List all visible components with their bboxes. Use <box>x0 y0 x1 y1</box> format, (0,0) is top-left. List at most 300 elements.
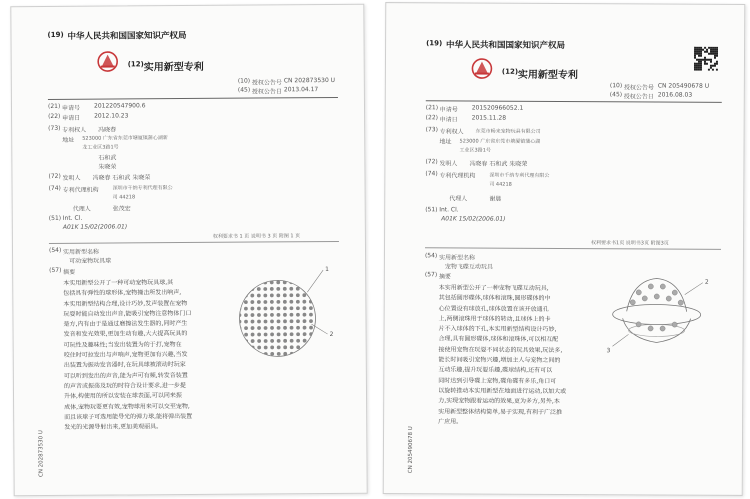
abstract-line: 合理,具有圆形碟体,球体和滚珠体,可以相互配 <box>438 335 559 344</box>
qr-module <box>714 55 716 57</box>
qr-module <box>716 51 718 53</box>
ball-dot <box>237 300 241 304</box>
qr-module <box>704 47 706 49</box>
ball-dot <box>283 319 287 323</box>
ball-dot <box>244 313 248 317</box>
abstract-line: 本实用新型公开了一种可动宠物玩具球,其 <box>63 279 174 287</box>
address-label: 地址 <box>62 136 75 144</box>
ball-dot <box>238 346 242 350</box>
ball-dot <box>289 293 293 297</box>
qr-module <box>710 49 712 51</box>
ball-dot <box>250 300 254 304</box>
toy-bump <box>648 284 653 289</box>
inventor-label: 发明人 <box>62 174 81 182</box>
ball-dot <box>263 281 267 285</box>
qr-module <box>700 55 702 57</box>
ball-dot <box>270 307 274 311</box>
ball-dot <box>290 326 294 330</box>
app-no-label: 申请号 <box>439 106 458 114</box>
cnipa-emblem <box>470 58 494 80</box>
ball-dot <box>296 280 300 284</box>
ball-dot <box>290 319 294 323</box>
filing-date: 2012.10.23 <box>94 112 129 120</box>
qr-module <box>706 49 708 51</box>
ball-dot <box>244 281 248 285</box>
qr-module <box>698 49 700 51</box>
filing-date-label: 申请日 <box>439 116 458 124</box>
abstract-line: 成体,宠物玩耍更有效,宠物球用来可以交至宠物, <box>64 402 190 411</box>
pub-no-code: (10) <box>237 77 251 85</box>
name-label: 实用新型名称 <box>438 254 475 262</box>
qr-module <box>706 59 708 61</box>
ball-dot <box>251 313 255 317</box>
qr-module <box>702 49 704 51</box>
ball-dot <box>257 294 261 298</box>
ball-dot <box>250 281 254 285</box>
ball-dot <box>309 293 313 297</box>
qr-module <box>696 63 698 65</box>
ball-dot <box>303 339 307 343</box>
ball-dot <box>244 300 248 304</box>
ball-dot <box>264 326 268 330</box>
ball-dot <box>316 332 320 336</box>
ball-dot <box>251 333 255 337</box>
intcl-label: Int. Cl. <box>62 214 83 222</box>
ball-dot <box>315 287 319 291</box>
ball-dot <box>257 300 261 304</box>
ball-dot <box>309 280 313 284</box>
agency-code: (74) <box>425 170 438 178</box>
doc-type: 实用新型专利 <box>517 69 578 82</box>
header-code-19: (19) <box>426 39 443 48</box>
ball-dot <box>263 307 267 311</box>
ball-dot <box>276 293 280 297</box>
qr-module <box>700 69 702 71</box>
body-rule <box>425 247 721 250</box>
qr-module <box>702 59 704 61</box>
qr-module <box>708 53 710 55</box>
qr-module <box>710 53 712 55</box>
agency-label: 专利代理机构 <box>62 186 99 194</box>
ball-dot <box>315 293 319 297</box>
ball-dot <box>303 319 307 323</box>
ball-dot <box>263 300 267 304</box>
filing-date-code: (22) <box>48 112 61 120</box>
qr-module <box>700 51 702 53</box>
qr-module <box>706 63 708 65</box>
toy-bump <box>672 290 677 295</box>
qr-module <box>698 47 700 49</box>
qr-module <box>698 63 700 65</box>
ball-dot <box>290 345 294 349</box>
ball-dot <box>277 319 281 323</box>
ball-dot <box>316 319 320 323</box>
ball-dot <box>316 339 320 343</box>
qr-module <box>712 65 714 67</box>
ball-dot <box>296 313 300 317</box>
intcl-label: Int. Cl. <box>439 206 459 214</box>
qr-module <box>704 61 706 63</box>
ball-dot <box>309 352 313 356</box>
qr-module <box>716 55 718 57</box>
utility-model-name: 宠物飞碟互动玩具 <box>444 263 493 271</box>
filing-date: 2015.11.28 <box>471 114 507 122</box>
ball-dot <box>283 293 287 297</box>
abstract-code: (57) <box>49 266 62 274</box>
ball-dot <box>270 326 274 330</box>
ball-dot <box>303 332 307 336</box>
claims-note: 权利要求书1页 说明书3页 附图3页 <box>591 240 669 247</box>
agency-line-2: 司 44218 <box>489 181 512 188</box>
ball-dot <box>277 326 281 330</box>
qr-module <box>712 47 714 49</box>
qr-module <box>696 49 698 51</box>
qr-module <box>706 51 708 53</box>
qr-module <box>694 57 696 59</box>
ball-dot <box>264 313 268 317</box>
name-code: (54) <box>48 246 62 254</box>
ball-dot <box>283 345 287 349</box>
qr-module <box>700 53 702 55</box>
doc-type-code: (12) <box>501 67 519 76</box>
agency-line-1: 深圳市千纳专利代理有限公 <box>489 172 550 179</box>
app-no: 201220547900.6 <box>93 102 146 110</box>
qr-module <box>694 51 696 53</box>
abstract-line: 以旋转推动本实用新型在地面进行运动,以加大或 <box>438 387 567 395</box>
app-no-code: (21) <box>425 104 439 112</box>
pub-no-label: 授权公告号 <box>623 84 654 92</box>
qr-module <box>696 59 698 61</box>
ball-dot <box>270 294 274 298</box>
address-line-2: 工业区3路1号 <box>459 147 491 154</box>
qr-module <box>700 49 702 51</box>
intcl-code: (51) <box>48 214 62 222</box>
qr-module <box>716 61 718 63</box>
ball-dot <box>257 313 261 317</box>
abstract-line: 而且该球子可选用能导光的弹力球,能将弹出装置 <box>64 412 193 421</box>
ball-dot <box>283 339 287 343</box>
ball-dot <box>296 345 300 349</box>
qr-module <box>700 59 702 61</box>
ball-dot <box>309 319 313 323</box>
abstract-line: 心位置设有球放孔,球体放置在该开放通孔 <box>438 304 549 313</box>
app-no-label: 申请号 <box>61 104 81 112</box>
intcl-code: (51) <box>425 206 438 214</box>
qr-module <box>716 53 718 55</box>
qr-module <box>710 61 712 63</box>
pub-no-code: (10) <box>609 82 623 90</box>
ball-dot <box>277 339 281 343</box>
agency-line-2: 司 44218 <box>112 194 136 201</box>
ball-dot <box>302 293 306 297</box>
address-line-1: 523000 广东省东莞市塘厦镇蒲心湖 <box>459 138 541 145</box>
header-rule <box>426 100 722 103</box>
agency-label: 专利代理机构 <box>439 172 476 180</box>
ball-dot <box>237 294 241 298</box>
qr-module <box>700 61 702 63</box>
ball-dot <box>244 352 248 356</box>
qr-module <box>700 47 702 49</box>
ball-dot <box>257 307 261 311</box>
abstract-line: 本实用新型结构合理,设计巧妙,发声装置在宠物 <box>63 299 188 308</box>
body-rule <box>49 241 339 244</box>
ball-dot <box>244 287 248 291</box>
ball-dot <box>270 333 274 337</box>
app-no: 201520966052.1 <box>471 104 524 112</box>
ball-dot <box>244 333 248 337</box>
qr-module <box>698 61 700 63</box>
qr-module <box>694 63 696 65</box>
qr-module <box>696 65 698 67</box>
inventor-code: (72) <box>48 172 61 180</box>
ball-dot <box>290 313 294 317</box>
qr-module <box>716 63 718 65</box>
ball-dot <box>283 306 287 310</box>
qr-module <box>714 53 716 55</box>
ball-dot <box>296 287 300 291</box>
qr-module <box>698 55 700 57</box>
ball-dot <box>237 281 241 285</box>
ball-dot <box>264 346 268 350</box>
ball-dot <box>257 346 261 350</box>
toy-bump <box>672 322 677 327</box>
ball-dot <box>303 326 307 330</box>
abstract-label: 摘要 <box>438 273 451 281</box>
ball-dot <box>250 287 254 291</box>
ball-dot <box>263 294 267 298</box>
ball-dot <box>244 307 248 311</box>
qr-module <box>698 65 700 67</box>
toy-bump <box>648 326 653 331</box>
qr-module <box>708 59 710 61</box>
inventor-label: 发明人 <box>439 160 458 168</box>
intcl: A01K 15/02(2006.01) <box>62 223 128 231</box>
ball-dot <box>257 333 261 337</box>
abstract-line: 上,两侧滚珠用于球体的转动,且球体上的卡 <box>438 315 551 323</box>
address-label: 地址 <box>439 138 452 146</box>
ball-dot <box>296 332 300 336</box>
ball-dot <box>290 339 294 343</box>
abstract-line: 片不入球体的下孔,本实用新型结构设计巧妙, <box>438 325 557 334</box>
ball-dot <box>302 280 306 284</box>
qr-module <box>714 49 716 51</box>
ball-dot <box>238 352 242 356</box>
ball-dot <box>309 345 313 349</box>
ball-dot <box>309 300 313 304</box>
inventors: 冯晓春 石和武 朱晓荣 <box>92 174 151 182</box>
filing-date-label: 申请日 <box>62 114 81 122</box>
ball-dot <box>270 281 274 285</box>
agent-label: 代理人 <box>449 195 468 203</box>
address-line-2: 龙工业区3路1号 <box>82 144 119 151</box>
ball-dot <box>315 280 319 284</box>
fig-label-2: 2 <box>329 330 334 339</box>
pub-no-label: 授权公告号 <box>251 79 282 87</box>
ball-dot <box>283 300 287 304</box>
app-no-code: (21) <box>47 102 61 110</box>
abstract-line: 同时达到引导碟上宠物,碟角碟有多乐,角口可 <box>438 377 557 385</box>
ball-dot <box>302 306 306 310</box>
ball-dot <box>296 326 300 330</box>
qr-module <box>694 65 696 67</box>
fig-label-1: 1 <box>325 266 329 274</box>
abstract-line: 广应用。 <box>438 418 463 426</box>
qr-module <box>694 47 696 49</box>
qr-module <box>714 57 716 59</box>
ball-dot <box>296 306 300 310</box>
pub-no: CN 205490678 U <box>657 82 710 90</box>
qr-module <box>696 67 698 69</box>
qr-module <box>712 49 714 51</box>
qr-module <box>716 47 718 49</box>
fig-label-2: 2 <box>704 278 709 286</box>
abstract-code: (57) <box>424 271 438 279</box>
toy-bump <box>660 284 665 289</box>
qr-module <box>710 65 712 67</box>
abstract-line: 互动乐趣,提升玩耍乐趣,碟球结构,还有可以 <box>438 366 553 375</box>
ball-dot <box>257 326 261 330</box>
pub-date-label: 授权公告日 <box>251 88 282 96</box>
ball-dot <box>244 326 248 330</box>
ball-dot <box>309 306 313 310</box>
agent-label: 代理人 <box>72 205 91 213</box>
abstract-line: 发音和发光效果,更加生动有趣,大大提高玩具的 <box>63 330 188 339</box>
name-code: (54) <box>424 252 438 260</box>
ball-dot <box>250 294 254 298</box>
qr-module <box>714 47 716 49</box>
ball-dot <box>276 280 280 284</box>
doc-type: 实用新型专利 <box>143 61 204 74</box>
ball-dot <box>238 339 242 343</box>
ball-dot <box>263 287 267 291</box>
qr-module <box>694 53 696 55</box>
ball-dot <box>257 281 261 285</box>
ball-dot <box>270 320 274 324</box>
qr-module <box>698 59 700 61</box>
qr-module <box>694 55 696 57</box>
utility-model-name: 可动宠物玩具球 <box>69 257 112 265</box>
ball-dot <box>296 319 300 323</box>
abstract-line: 能长时间吸引宠物兴趣,增加主人与宠物之间的 <box>438 356 561 365</box>
patentee-code: (73) <box>425 126 438 134</box>
fig-label-3: 3 <box>606 347 611 355</box>
qr-module <box>704 59 706 61</box>
ball-dot <box>270 352 274 356</box>
ball-dot <box>316 345 320 349</box>
abstract-line: 是方,内有由于是通过磨擦法发生器的,同时产生 <box>63 320 188 329</box>
filing-date-code: (22) <box>425 114 439 122</box>
patent-page-1 <box>10 4 367 496</box>
qr-module <box>696 69 698 71</box>
ball-dot <box>251 352 255 356</box>
header-authority: 中华人民共和国国家知识产权局 <box>446 40 566 52</box>
ball-dot <box>270 339 274 343</box>
pub-date-label: 授权公告日 <box>623 93 654 101</box>
qr-module <box>698 51 700 53</box>
ball-dot <box>296 293 300 297</box>
pub-date-code: (45) <box>609 91 623 99</box>
qr-module <box>708 69 710 71</box>
qr-module <box>710 67 712 69</box>
ball-dot <box>237 287 241 291</box>
ball-dot <box>251 320 255 324</box>
patentee-code: (73) <box>48 124 61 132</box>
toy-bump <box>654 294 659 299</box>
qr-module <box>714 63 716 65</box>
ball-dot <box>283 332 287 336</box>
abstract-line: 本实用新型公开了一种宠物飞碟互动玩具, <box>438 284 549 292</box>
qr-module <box>696 51 698 53</box>
abstract-line: 咬住时可拉发出与声响声,宠物更加有兴趣,当发 <box>63 351 188 359</box>
abstract-line: 出装置为振动发音器时,在玩具球被滚动时玩家 <box>63 361 186 370</box>
toy-bump <box>666 296 671 301</box>
ball-dot <box>309 326 313 330</box>
abstract-line: 可玩性及趣味性;当发出装置为的于打,宠物在 <box>63 340 182 349</box>
toy-bump <box>636 322 641 327</box>
abstract-line: 力,实现宠物跟着运动的效果,更为多方,另外,本 <box>438 397 560 406</box>
qr-module <box>704 57 706 59</box>
abstract-body <box>63 278 222 434</box>
inventors: 冯晓春 石和武 朱晓荣 <box>469 160 528 168</box>
patentee: 东莞市畅来宠物玩具有限公司 <box>475 128 541 135</box>
abstract-line: 的声音或振荡及玩的时符合设计要求,进一步提 <box>63 381 186 390</box>
abstract-line: 发光的光源导射出来,更加美观丽具。 <box>64 423 163 432</box>
pub-date: 2016.08.03 <box>657 91 693 99</box>
qr-module <box>700 65 702 67</box>
patentee: 冯晓春 <box>98 126 117 134</box>
header-code-19: (19) <box>47 30 64 39</box>
ball-dot <box>303 345 307 349</box>
pub-date-code: (45) <box>237 86 251 94</box>
qr-module <box>710 51 712 53</box>
ball-dot <box>290 332 294 336</box>
qr-module <box>696 47 698 49</box>
abstract-line: 玩耍时能自动发出声音,能吸引宠物注意物体门口 <box>63 309 192 318</box>
ball-dot <box>302 300 306 304</box>
qr-module <box>712 69 714 71</box>
ball-dot <box>257 287 261 291</box>
ball-dot <box>289 306 293 310</box>
address-line-1: 523000 广东省东莞市塘厦镇蒲心湖新 <box>82 135 168 142</box>
inventor-code: (72) <box>425 158 438 166</box>
qr-module <box>694 67 696 69</box>
abstract-body <box>438 283 599 428</box>
abstract-line: 可以听到发出的声音,能为声可有频,转发音装置 <box>63 371 188 380</box>
ball-dot <box>257 339 261 343</box>
qr-module <box>712 51 714 53</box>
patentee-label: 专利权人 <box>62 126 87 134</box>
qr-module <box>712 53 714 55</box>
ball-dot <box>277 313 281 317</box>
ball-dot <box>283 313 287 317</box>
ball-dot <box>251 339 255 343</box>
ball-dot <box>316 313 320 317</box>
qr-module <box>708 47 710 49</box>
qr-module <box>694 49 696 51</box>
abstract-line: 接使用宠物在玩耍不同状态的玩具效果,玩法多, <box>438 346 563 354</box>
qr-module <box>714 65 716 67</box>
header-rule <box>48 97 338 100</box>
toy-bump <box>630 300 635 305</box>
qr-module <box>714 51 716 53</box>
patent-page-2 <box>383 2 746 496</box>
doc-type-code: (12) <box>127 60 144 69</box>
qr-module <box>698 67 700 69</box>
qr-module <box>700 67 702 69</box>
qr-module <box>696 53 698 55</box>
ball-dot <box>257 320 261 324</box>
pub-no: CN 202873530 U <box>283 76 336 85</box>
